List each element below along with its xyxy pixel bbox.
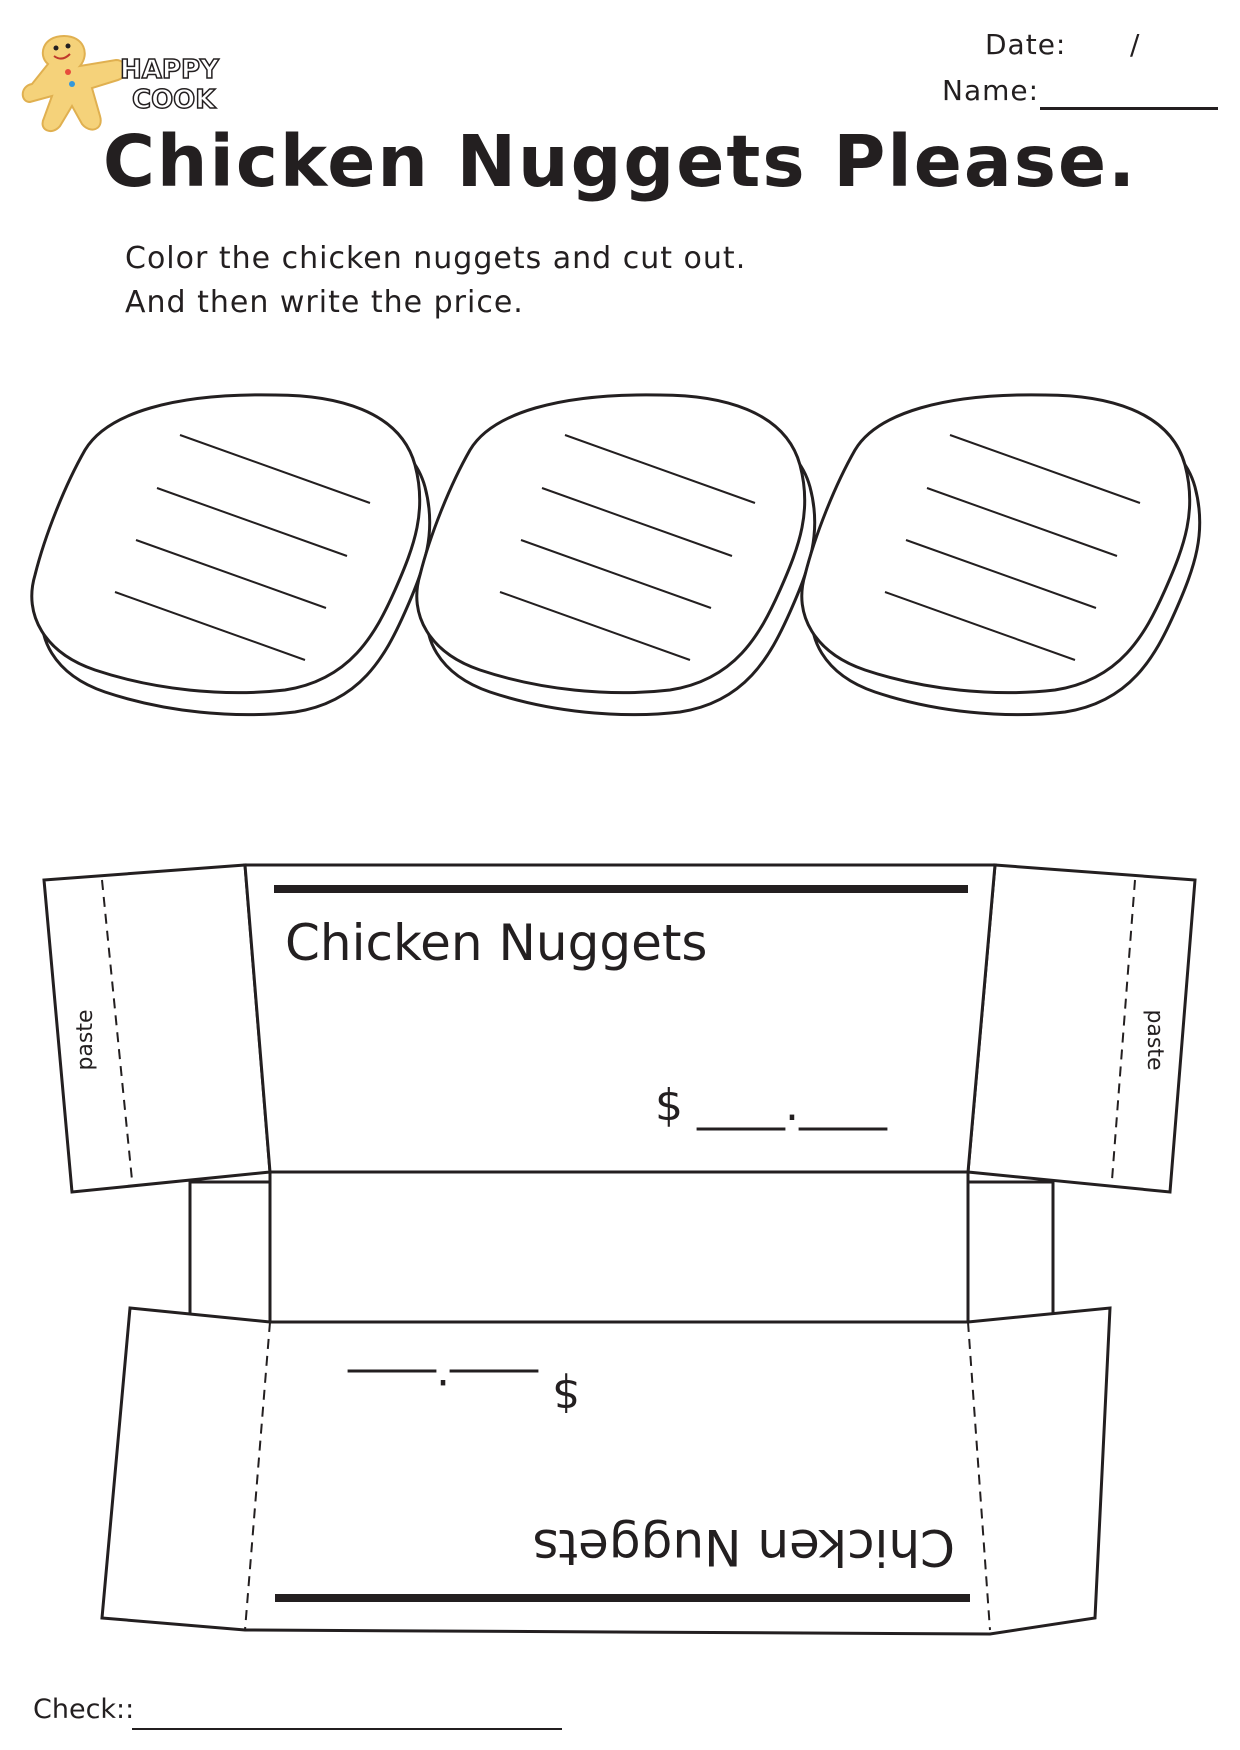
back-label: Chicken Nuggets bbox=[532, 1518, 955, 1576]
nugget-3[interactable] bbox=[802, 395, 1200, 715]
instruction-line-1: Color the chicken nuggets and cut out. bbox=[125, 241, 747, 276]
base-panel bbox=[270, 1172, 968, 1322]
check-label: Check:: bbox=[33, 1694, 135, 1725]
front-price[interactable]: $ ____.____ bbox=[655, 1080, 887, 1131]
left-flap-label: paste bbox=[73, 1009, 98, 1071]
logo-line1: HAPPY bbox=[120, 55, 219, 85]
back-panel bbox=[102, 1308, 1110, 1634]
back-bottom-bar bbox=[275, 1594, 970, 1602]
front-label: Chicken Nuggets bbox=[285, 914, 708, 972]
date-slash: / bbox=[1130, 28, 1140, 61]
name-label: Name: bbox=[942, 74, 1040, 107]
nugget-1[interactable] bbox=[32, 395, 430, 715]
back-price[interactable]: $ ____.____ bbox=[348, 1369, 580, 1420]
page-title: Chicken Nuggets Please. bbox=[102, 120, 1138, 203]
date-label: Date: bbox=[985, 28, 1067, 61]
logo-line2: COOK bbox=[132, 85, 216, 115]
right-flap-label: paste bbox=[1142, 1009, 1167, 1071]
instruction-line-2: And then write the price. bbox=[125, 285, 524, 320]
check-input-line[interactable] bbox=[132, 1728, 562, 1730]
front-top-bar bbox=[274, 885, 968, 893]
nugget-2[interactable] bbox=[417, 395, 815, 715]
